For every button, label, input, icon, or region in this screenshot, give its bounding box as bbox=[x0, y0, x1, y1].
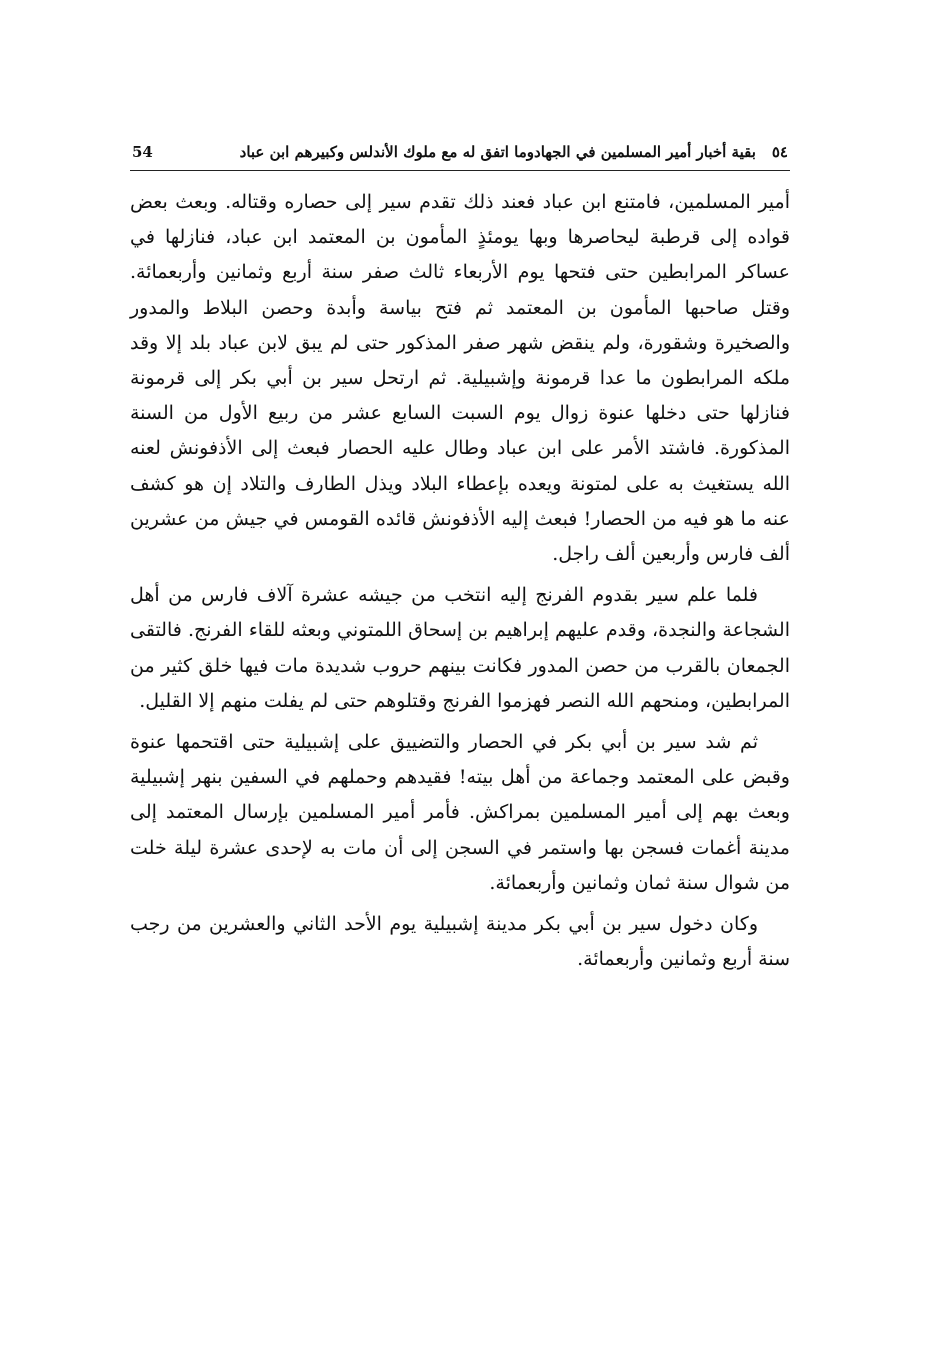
running-header bbox=[130, 138, 790, 171]
running-header-title: بقية أخبار أمير المسلمين في الجهادوما اتفق له مع ملوك الأندلس وكبيرهم ابن عباد bbox=[239, 143, 756, 161]
paragraph: وكان دخول سير بن أبي بكر مدينة إشبيلية يوم الأحد الثاني والعشرين من رجب سنة أربع وثمانين وأربعمائة. bbox=[130, 913, 790, 971]
paragraph: فلما علم سير بقدوم الفرنج إليه انتخب من جيشه عشرة آلاف فارس من أهل الشجاعة والنجدة، وقدم عليهم إبراهيم بن إسحاق اللمتوني وبعثه للقاء الفرنج. فالتقى الجمعان بالقرب من حصن المدور فكانت بينهم حروب شديدة مات فيها خلق كثير من المرابطين، ومنحهم الله النصر فهزموا الفرنج وقتلوهم حتى لم يفلت منهم إلا القليل. bbox=[130, 584, 790, 712]
paragraph: ثم شد سير بن أبي بكر في الحصار والتضييق على إشبيلية حتى اقتحمها عنوة وقبض على المعتمد وجماعة من أهل بيته! فقيدهم وحملهم في السفين بنهر إشبيلية وبعث بهم إلى أمير المسلمين بمراكش. فأمر أمير المسلمين بإرسال المعتمد إلى مدينة أغمات فسجن بها واستمر في السجن إلى أن مات به لإحدى عشرة ليلة خلت من شوال سنة ثمان وثمانين وأربعمائة. bbox=[130, 731, 790, 894]
body-text bbox=[130, 185, 790, 977]
page-number-arabic: ٥٤ bbox=[771, 143, 788, 161]
page-number-latin: 54 bbox=[132, 143, 153, 161]
book-page bbox=[130, 138, 790, 983]
paragraph: أمير المسلمين، فامتنع ابن عباد فعند ذلك تقدم سير إلى حصاره وقتاله. وبعث بعض قواده إلى قرطبة ليحاصرها وبها يومئذٍ المأمون بن المعتمد ابن عباد، فنازلها في عساكر المرابطين حتى فتحها يوم الأربعاء ثالث صفر سنة أربع وثمانين وأربعمائة. وقتل صاحبها المأمون بن المعتمد ثم فتح بياسة وأبدة وحصن البلاط والمدور والصخيرة وشقورة، ولم ينقض شهر صفر المذكور حتى لم يبق لابن عباد بلد إلا وقد ملكه المرابطون ما عدا قرمونة وإشبيلية. ثم ارتحل سير بن أبي بكر إلى قرمونة فنازلها حتى دخلها عنوة زوال يوم السبت السابع عشر من ربيع الأول من السنة المذكورة. فاشتد الأمر على ابن عباد وطال عليه الحصار فبعث إلى الأذفونش لعنه الله يستغيث به على لمتونة ويعده بإعطاء البلاد ويذل الطارف والتلاد إن هو كشف عنه ما هو فيه من الحصار! فبعث إليه الأذفونش قائده القومس في جيش من عشرين ألف فارس وأربعين ألف راجل. bbox=[130, 191, 790, 566]
